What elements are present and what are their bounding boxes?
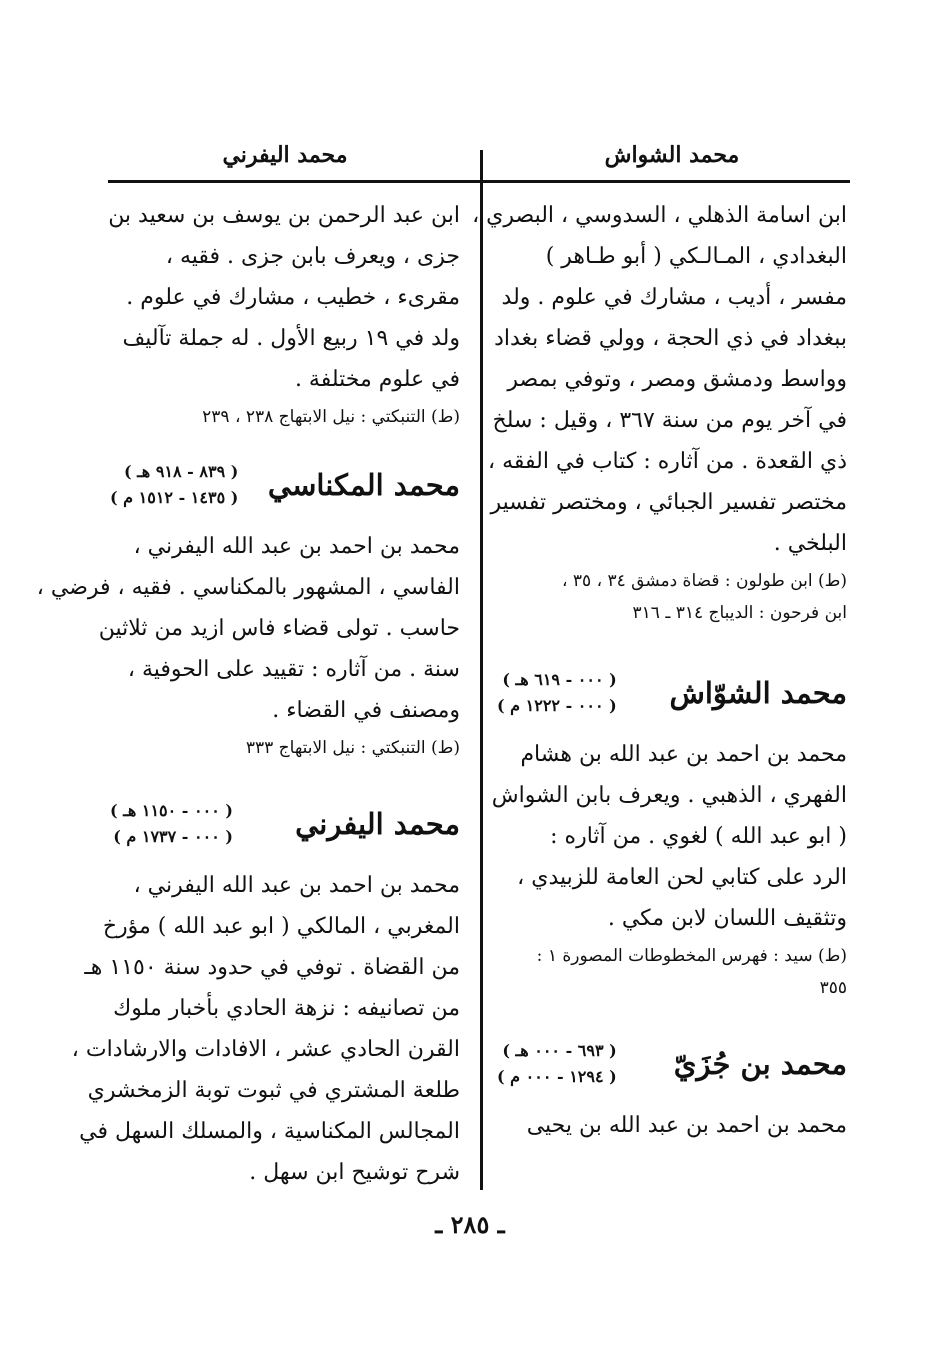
dates-gregorian: ( ١٤٣٥ - ١٥١٢ م ): [110, 488, 239, 507]
text-line: ابن اسامة الذهلي ، السدوسي ، البصري ،: [472, 203, 847, 228]
text-line: البلخي .: [773, 531, 847, 556]
entry-name: محمد بن جُزَيّ: [673, 1047, 847, 1081]
entry-dates: [110, 459, 238, 511]
page-number: ـ ٢٨٥ ـ: [435, 1210, 505, 1239]
dates-hijri: ( ٠٠٠ - ١١٥٠ هـ ): [110, 801, 233, 820]
right-intro: [472, 195, 847, 628]
entry-body: [497, 1105, 847, 1146]
text-line: مفسر ، أديب ، مشارك في علوم . ولد: [501, 285, 847, 310]
text-line: ببغداد في ذي الحجة ، وولي قضاء بغداد: [494, 326, 847, 351]
entry-heading: [497, 1033, 847, 1095]
entry-heading: [497, 662, 847, 724]
text-line: وواسط ودمشق ومصر ، وتوفي بمصر: [507, 367, 847, 392]
reference-line: ابن فرحون : الديباج ٣١٤ ـ ٣١٦: [632, 603, 847, 623]
text-line: من تصانيفه : نزهة الحادي بأخبار ملوك: [113, 996, 460, 1021]
entry-dates: [497, 1038, 617, 1090]
entry-dates: [110, 798, 233, 850]
text-line: المجالس المكناسية ، والمسلك السهل في: [79, 1119, 460, 1144]
text-line: الفاسي ، المشهور بالمكناسي . فقيه ، فرضي ،: [36, 575, 460, 600]
dates-hijri: ( ٠٠٠ - ٦١٩ هـ ): [502, 670, 617, 689]
reference-line: (ط) التنبكتي : نيل الابتهاج ٢٣٨ ، ٢٣٩: [202, 407, 460, 427]
reference-line: ٣٥٥: [819, 978, 847, 998]
text-line: شرح توشيح ابن سهل .: [249, 1160, 460, 1185]
text-line: ذي القعدة . من آثاره : كتاب في الفقه ،: [488, 449, 847, 474]
text-line: سنة . من آثاره : تقييد على الحوفية ،: [127, 657, 460, 682]
entry-name: محمد الشوّاش: [669, 676, 847, 710]
text-line: البغدادي ، المـالـكي ( أبو طـاهر ): [545, 244, 847, 269]
entry-body: [36, 526, 460, 763]
dates-gregorian: ( ٠٠٠ - ١٢٢٢ م ): [497, 696, 617, 715]
text-line: وتثقيف اللسان لابن مكي .: [607, 906, 847, 931]
dates-gregorian: ( ٠٠٠ - ١٧٣٧ م ): [113, 827, 233, 846]
reference-line: (ط) التنبكتي : نيل الابتهاج ٣٣٣: [245, 738, 460, 758]
text-line: محمد بن احمد بن عبد الله اليفرني ،: [133, 534, 460, 559]
entry-name: محمد المكناسي: [267, 468, 460, 502]
column-divider: [480, 150, 483, 1190]
entry-body: [491, 734, 847, 1003]
text-line: الرد على كتابي لحن العامة للزبيدي ،: [517, 865, 847, 890]
text-line: محمد بن احمد بن عبد الله بن يحيى: [526, 1113, 847, 1138]
header-right: محمد الشواش: [604, 142, 740, 168]
text-line: محمد بن احمد بن عبد الله بن هشام: [520, 742, 847, 767]
text-line: ابن عبد الرحمن بن يوسف بن سعيد بن: [108, 203, 460, 228]
header-left: محمد اليفرني: [222, 142, 348, 168]
left-column: [36, 195, 460, 1193]
text-line: جزى ، ويعرف بابن جزى . فقيه ،: [165, 244, 460, 269]
reference-line: (ط) ابن طولون : قضاة دمشق ٣٤ ، ٣٥ ،: [562, 571, 847, 591]
entry-name: محمد اليفرني: [295, 807, 460, 841]
text-line: محمد بن احمد بن عبد الله اليفرني ،: [133, 873, 460, 898]
text-line: في علوم مختلفة .: [294, 367, 460, 392]
text-line: ( ابو عبد الله ) لغوي . من آثاره :: [550, 824, 847, 849]
header-rule: [108, 180, 850, 183]
dates-hijri: ( ٨٣٩ - ٩١٨ هـ ): [123, 462, 239, 481]
text-line: ولد في ١٩ ربيع الأول . له جملة تآليف: [122, 326, 460, 351]
reference-line: (ط) سيد : فهرس المخطوطات المصورة ١ :: [536, 946, 847, 966]
entry-heading: [110, 793, 460, 855]
text-line: من القضاة . توفي في حدود سنة ١١٥٠ هـ: [84, 955, 460, 980]
text-line: طلعة المشتري في ثبوت توبة الزمخشري: [87, 1078, 460, 1103]
right-column: [472, 195, 847, 1146]
entry-dates: [497, 667, 617, 719]
text-line: مختصر تفسير الجبائي ، ومختصر تفسير: [490, 490, 847, 515]
text-line: الفهري ، الذهبي . ويعرف بابن الشواش: [491, 783, 847, 808]
text-line: المغربي ، المالكي ( ابو عبد الله ) مؤرخ: [102, 914, 460, 939]
left-intro: [110, 195, 460, 432]
text-line: حاسب . تولى قضاء فاس ازيد من ثلاثين: [98, 616, 460, 641]
dates-hijri: ( ٦٩٣ - ٠٠٠ هـ ): [502, 1041, 617, 1060]
text-line: ومصنف في القضاء .: [272, 698, 460, 723]
dates-gregorian: ( ١٢٩٤ - ٠٠٠ م ): [497, 1067, 617, 1086]
entry-heading: [110, 454, 460, 516]
entry-body: [71, 865, 460, 1193]
text-line: مقرىء ، خطيب ، مشارك في علوم .: [126, 285, 460, 310]
text-line: القرن الحادي عشر ، الافادات والارشادات ،: [71, 1037, 460, 1062]
text-line: في آخر يوم من سنة ٣٦٧ ، وقيل : سلخ: [492, 408, 847, 433]
